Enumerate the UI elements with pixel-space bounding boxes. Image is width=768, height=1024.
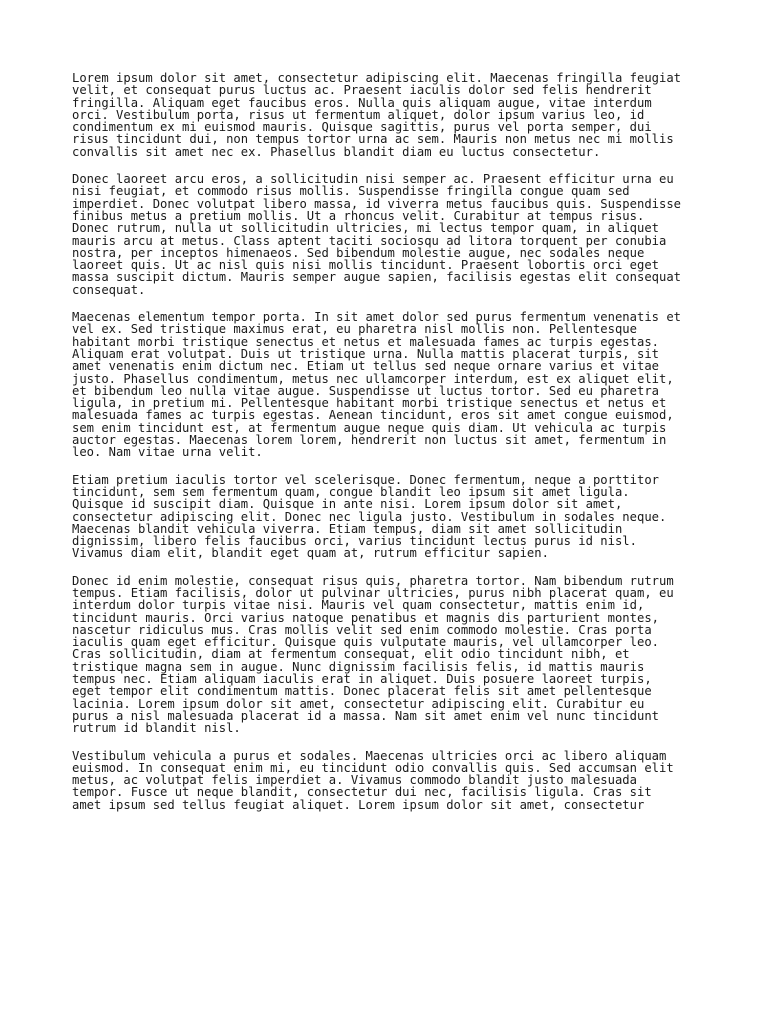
paragraph-3: Maecenas elementum tempor porta. In sit amet dolor sed purus fermentum venenatis et vel ex. Sed tristique maximus erat, eu pharetra nisl mollis non. Pellentesque habitant morbi tristique senectus et netus et malesuada fames ac turpis egestas. Aliquam erat volutpat. Duis ut tristique urna. Nulla mattis placerat turpis, sit amet venenatis enim dictum nec. Etiam ut tellus sed neque ornare varius et vitae justo. Phasellus condimentum, metus nec ullamcorper interdum, est ex aliquet elit, et bibendum leo nulla vitae augue. Suspendisse ut luctus tortor. Sed eu pharetra ligula, in pretium mi. Pellentesque habitant morbi tristique senectus et netus et malesuada fames ac turpis egestas. Aenean tincidunt, eros sit amet congue euismod, sem enim tincidunt est, at fermentum augue neque quis diam. Ut vehicula ac turpis auctor egestas. Maecenas lorem lorem, hendrerit non luctus sit amet, fermentum in leo. Nam vitae urna velit. — [72, 310, 682, 460]
paragraph-5: Donec id enim molestie, consequat risus quis, pharetra tortor. Nam bibendum rutrum tempus. Etiam facilisis, dolor ut pulvinar ultricies, purus nibh placerat quam, eu interdum dolor turpis vitae nisi. Mauris vel quam consectetur, mattis enim id, tincidunt mauris. Orci varius natoque penatibus et magnis dis parturient montes, nascetur ridiculus mus. Cras mollis velit sed enim commodo molestie. Cras porta iaculis quam eget efficitur. Quisque quis vulputate mauris, vel ullamcorper leo. Cras sollicitudin, diam at fermentum consequat, elit odio tincidunt nibh, et tristique magna sem in augue. Nunc dignissim facilisis felis, id mattis mauris tempus nec. Etiam aliquam iaculis erat in aliquet. Duis posuere laoreet turpis, eget tempor elit condimentum mattis. Donec placerat felis sit amet pellentesque lacinia. Lorem ipsum dolor sit amet, consectetur adipiscing elit. Curabitur eu purus a nisl malesuada placerat id a massa. Nam sit amet enim vel nunc tincidunt rutrum id blandit nisl. — [72, 573, 674, 736]
paragraph-6: Vestibulum vehicula a purus et sodales. Maecenas ultricies orci ac libero aliquam euismod. In consequat enim mi, eu tincidunt odio convallis quis. Sed accumsan elit metus, ac volutpat felis imperdiet a. Vivamus commodo blandit justo malesuada tempor. Fusce ut neque blandit, consectetur dui nec, facilisis ligula. Cras sit amet ipsum sed tellus feugiat aliquet. Lorem ipsum dolor sit amet, consectetur — [72, 748, 674, 812]
paragraph-4: Etiam pretium iaculis tortor vel scelerisque. Donec fermentum, neque a porttitor tincidunt, sem sem fermentum quam, congue blandit leo ipsum sit amet ligula. Quisque id suscipit diam. Quisque in ante nisi. Lorem ipsum dolor sit amet, consectetur adipiscing elit. Donec nec ligula justo. Vestibulum in sodales neque. Maecenas blandit vehicula viverra. Etiam tempus, diam sit amet sollicitudin dignissim, libero felis faucibus orci, varius tincidunt lectus purus id nisl. Vivamus diam elit, blandit eget quam at, rutrum efficitur sapien. — [72, 472, 667, 561]
paragraph-1: Lorem ipsum dolor sit amet, consectetur adipiscing elit. Maecenas fringilla feugiat velit, et consequat purus luctus ac. Praesent iaculis dolor sed felis hendrerit fringilla. Aliquam eget faucibus eros. Nulla quis aliquam augue, vitae interdum orci. Vestibulum porta, risus ut fermentum aliquet, dolor ipsum varius leo, id condimentum ex mi euismod mauris. Quisque sagittis, purus vel porta semper, dui risus tincidunt dui, non tempus tortor urna ac sem. Mauris non metus nec mi mollis convallis sit amet nec ex. Phasellus blandit diam eu luctus consectetur. — [72, 72, 682, 159]
document-page — [72, 72, 712, 1024]
paragraph-2: Donec laoreet arcu eros, a sollicitudin nisi semper ac. Praesent efficitur urna eu nisi feugiat, et commodo risus mollis. Suspendisse fringilla congue quam sed imperdiet. Donec volutpat libero massa, id viverra metus faucibus quis. Suspendisse finibus metus a pretium mollis. Ut a rhoncus velit. Curabitur at tempus risus. Donec rutrum, nulla ut sollicitudin ultricies, mi lectus tempor quam, in aliquet mauris arcu at metus. Class aptent taciti sociosqu ad litora torquent per conubia nostra, per inceptos himenaeos. Sed bibendum molestie augue, nec sodales neque laoreet quis. Ut ac nisl quis nisi mollis tincidunt. Praesent lobortis orci eget massa suscipit dictum. Mauris semper augue sapien, facilisis egestas elit consequat consequat. — [72, 172, 682, 297]
